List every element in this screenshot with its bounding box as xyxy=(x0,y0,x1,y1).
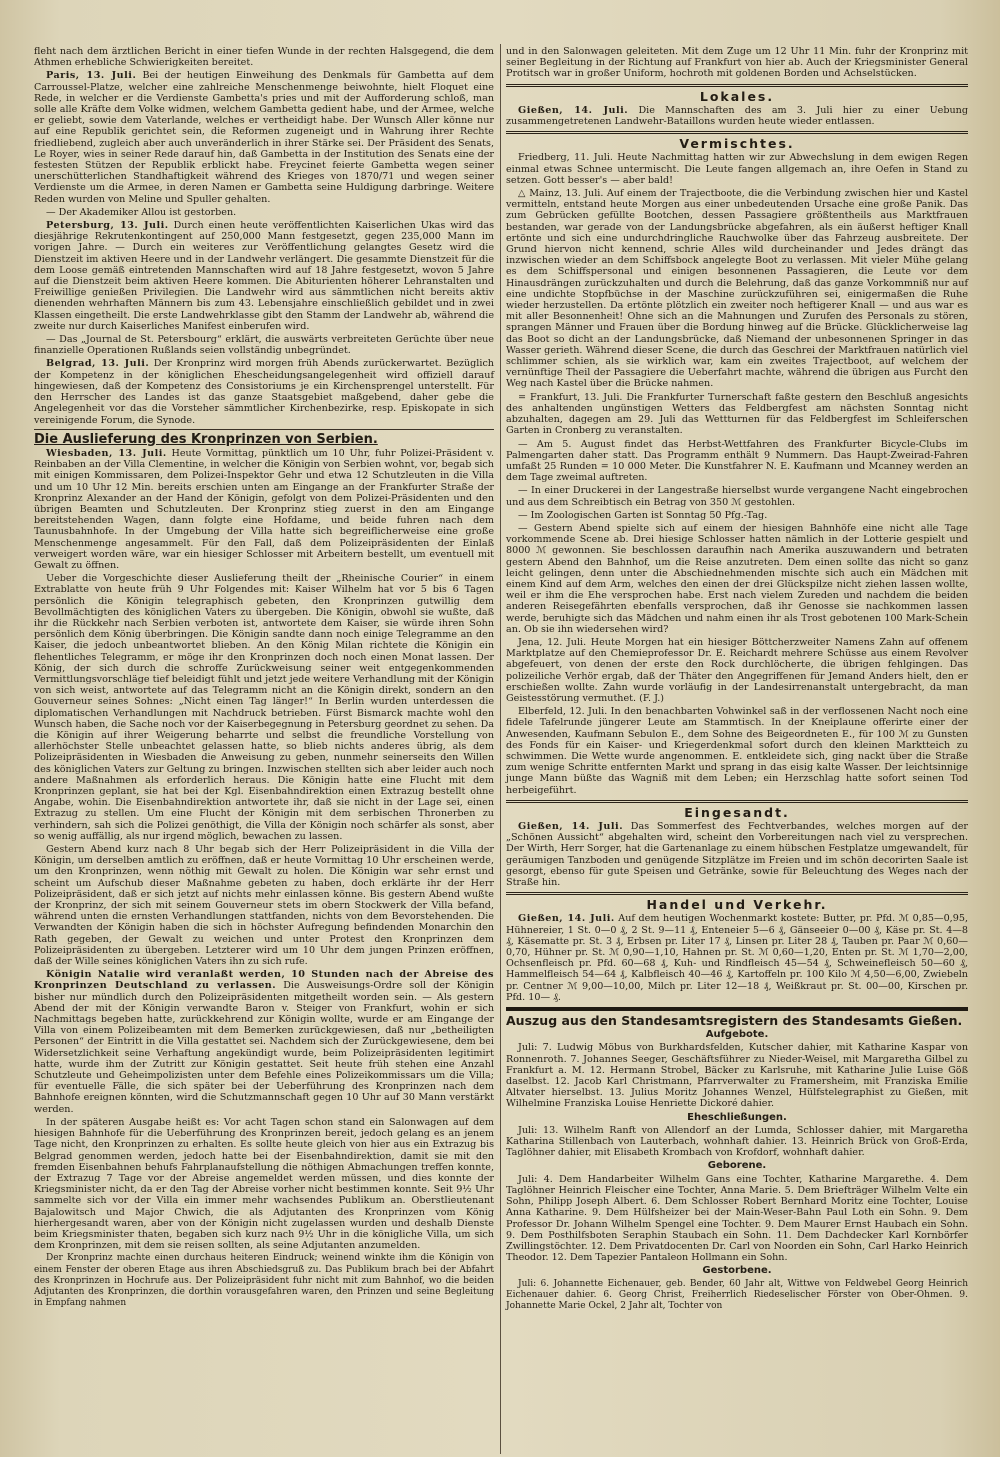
eingesandt-item: Gießen, 14. Juli. Das Sommerfest des Fechtverbandes, welches morgen auf der „Schönen Aussicht“ abgehalten wird, scheint den Vorbereitungen nach viel zu versprechen. Der Wirth, Herr Sorger, hat die Gartenanlage zu einem hübschen Festplatze umgewandelt, für geräumigen Tanzboden und genügende Sitzplätze im Freien und im schön decorirten Saale ist gesorgt, ebenso für gute Speisen und Getränke, sowie für Beleuchtung des Weges nach der Straße hin. xyxy=(506,821,968,889)
dateline: Petersburg, 13. Juli. xyxy=(46,220,169,232)
paris-report: Paris, 13. Juli. Bei der heutigen Einweihung des Denkmals für Gambetta auf dem Carroussel-Platze, welcher eine zahlreiche Menschenmenge beiwohnte, hielt Floquet eine Rede, in welcher er die Verdienste Gambetta's pries und mit der Aufforderung schloß, man solle alle Kräfte dem Volke widmen, welchem Gambetta gedient habe, und der Armee, welche er geliebt, sowie dem Vaterlande, welches er vertheidigt habe. Der Wunsch Aller könne nur auf eine Republik gerichtet sein, die Reformen zugeneigt und in Wahrung ihrer Rechte friedliebend, zugleich aber auch unveränderlich in ihrer Stärke sei. Der Präsident des Senats, Le Royer, wies in seiner Rede darauf hin, daß Gambetta in der Institution des Senats eine der festesten Stützen der Republik erblickt habe. Freycinet feierte Gambetta wegen seiner unerschütterlichen Standhaftigkeit während des Krieges von 1870/71 und wegen seiner Verdienste um die Armee, in deren Namen er Gambetta seine Huldigung darbringe. Weitere Reden wurden von Meline und Spuller gehalten. xyxy=(34,70,494,205)
right-column xyxy=(506,46,968,1314)
vermischtes-item: — Am 5. August findet das Herbst-Wettfahren des Frankfurter Bicycle-Clubs im Palmengarten daher statt. Das Programm enthält 9 Nummern. Das Haupt-Zweirad-Fahren umfaßt 25 Runden = 10 000 Meter. Die Kunstfahrer N. E. Kaufmann und Mcanney werden an dem Tage zweimal auftreten. xyxy=(506,438,968,484)
dateline: Belgrad, 13. Juli. xyxy=(46,358,150,370)
dateline: Gießen, 14. Juli. xyxy=(518,104,629,116)
dateline: Gießen, 14. Juli. xyxy=(518,821,624,832)
subheading-gestorbene: Gestorbene. xyxy=(702,1265,772,1277)
dateline: Gießen, 14. Juli. xyxy=(518,913,615,925)
dateline: Wiesbaden, 13. Juli. xyxy=(46,447,167,459)
divider xyxy=(506,1007,968,1011)
vermischtes-item: △ Mainz, 13. Juli. Auf einem der Trajectboote, die die Verbindung zwischen hier und Kastel vermitteln, entstand heute Morgen aus einer unbedeutenden Ursache eine große Panik. Das zum Gebrücken gefüllte Bootchen, dessen Passagiere größtentheils aus Marktfrauen bestanden, war gerade von der Landungsbrücke abgefahren, als ein äußerst heftiger Knall ertönte und sich eine undurchdringliche Rauchwolke über das Fahrzeug ausbreitete. Der Grund hiervon nicht kennend, schrie Alles wild durcheinander und Jedes drängt das inzwischen wieder an dem Schiffsbock angelegte Boot zu verlassen. Mit vieler Mühe gelang es dem Schiffspersonal und einigen besonnenen Passagieren, die Leute vor dem Hinausdrängen zurückzuhalten und durch die Belehrung, daß das ganze Vorkommniß nur auf eine undichte Stopfbüchse in der Maschine zurückzuführen sei, einigermaßen die Ruhe wieder herzustellen. Da ertönte plötzlich ein zweiter noch heftigerer Knall — und aus war es mit aller Besonnenheit! Ohne sich an die Mahnungen und Zurufen des Personals zu stören, sprangen Männer und Frauen über die Bordung hinweg auf die Brücke. Glücklicherweise lag das Boot so dicht an der Landungsbrücke, daß Niemand der unbesonnenen Springer in das Wasser gerieth. Während dieser Scene, die durch das Geschrei der Marktfrauen natürlich viel schlimmer schien, als sie wirklich war, kam ein zweites Trajectboot, auf welchem der vernünftige Theil der Passagiere die Ueberfahrt machte, während die übrigen aus Furcht den Weg nach Kastel über die Brücke nahmen. xyxy=(506,188,968,390)
registry-entries: Juli: 13. Wilhelm Ranft von Allendorf an der Lumda, Schlosser dahier, mit Margaretha Katharina Stillenbach von Lauterbach, wohnhaft dahier. 13. Heinrich Brück von Groß-Erda, Taglöhner dahier, mit Elisabeth Krombach von Krofdorf, wohnhaft dahier. xyxy=(506,1124,968,1159)
vermischtes-item: — In einer Druckerei in der Langestraße hierselbst wurde vergangene Nacht eingebrochen und aus dem Schreibtisch ein Betrag von 350 ℳ gestohlen. xyxy=(506,485,968,508)
lokales-item: Gießen, 14. Juli. Die Mannschaften des am 3. Juli hier zu einer Uebung zusammengetretenen Landwehr-Bataillons wurden heute wieder entlassen. xyxy=(506,104,968,128)
section-heading-eingesandt: Eingesandt. xyxy=(684,804,790,820)
section-heading-handel: Handel und Verkehr. xyxy=(646,897,828,913)
column-separator xyxy=(500,44,501,1454)
serbia-paragraph: Ueber die Vorgeschichte dieser Auslieferung theilt der „Rheinische Courier“ in einem Extrablatte von heute früh 9 Uhr Folgendes mit: Kaiser Wilhelm hat vor 5 bis 6 Tagen persönlich die Königin telegraphisch gebeten, den Kronprinzen gutwillig dem Bevollmächtigten des königlichen Vaters zu übergeben. Die Königin, obwohl sie wußte, daß ihr die Rückkehr nach Serbien verboten ist, antwortete dem Kaiser, sie würde ihren Sohn persönlich dem König überbringen. Die Königin sandte dann noch einige Telegramme an den Kaiser, die jedoch unbeantwortet blieben. An den König Milan richtete die Königin ein flehentliches Telegramm, er möge ihr den Kronprinzen doch noch einen Monat lassen. Der König, der sich durch die schroffe Zurückweisung seiner weit entgegenkommenden Vermittlungsvorschläge tief beleidigt fühlt und jetzt jede weitere Verhandlung mit der Königin von sich weist, antwortete auf das Telegramm nicht an die Königin direkt, sondern an den Gouverneur seines Sohnes: „Nicht einen Tag länger!“ In Berlin wurden unterdessen die diplomatischen Verhandlungen mit Nachdruck betrieben. Fürst Bismarck machte wohl den Wunsch haben, die Sache noch vor der Kaiserbegegnung in Petersburg geordnet zu sehen. Da die Königin auf ihrer Weigerung beharrte und selbst die freundliche Vorstellung von allerhöchster Stelle unbeachtet gelassen hatte, so blieb nichts anderes übrig, als dem Polizeipräsidenten in Wiesbaden die Anweisung zu geben, nunmehr seinerseits den Willen des königlichen Vaters zur Geltung zu bringen. Inzwischen stellten sich aber leider auch noch andere Maßnahmen als erforderlich heraus. Die Königin hatte eine Flucht mit dem Kronprinzen geplant, sie hat bei der Kgl. Eisenbahndirektion einen Extrazug bestellt ohne Angabe, wohin. Die Eisenbahndirektion antwortete ihr, daß sie nicht in der Lage sei, einen Extrazug zu stellen. Um eine Flucht der Königin mit dem serbischen Thronerben zu verhindern, sah sich die Polizei genöthigt, die Villa der Königin noch schärfer als sonst, aber so wenig auffällig, als nur irgend möglich, bewachen zu lassen. xyxy=(34,573,494,842)
vermischtes-item: Friedberg, 11. Juli. Heute Nachmittag hatten wir zur Abwechslung in dem ewigen Regen einmal etwas Schnee untermischt. Die Leute fangen allgemach an, ihre Oefen in Stand zu setzen. Gott besser's — aber bald! xyxy=(506,152,968,186)
divider xyxy=(506,84,968,87)
subheading-geborene: Geborene. xyxy=(707,1160,767,1172)
divider xyxy=(34,429,494,430)
vermischtes-item: = Frankfurt, 13. Juli. Die Frankfurter Turnerschaft faßte gestern den Beschluß angesichts des anhaltenden ungünstigen Wetters das Feldbergfest am nächsten Sonntag nicht abzuhalten, dagegen am 29. Juli das Wettturnen für das Feldbergfest im Schleiferschen Garten in Cronberg zu veranstalten. xyxy=(506,391,968,437)
market-prices: Gießen, 14. Juli. Auf dem heutigen Wochenmarkt kostete: Butter, pr. Pfd. ℳ 0,85—0,95, Hühnereier, 1 St. 0—0 ₰, 2 St. 9—11 ₰, Enteneier 5—6 ₰, Gänseeier 0—00 ₰, Käse pr. St. 4—8 ₰, Käsematte pr. St. 3 ₰, Erbsen pr. Liter 17 ₰, Linsen pr. Liter 28 ₰, Tauben pr. Paar ℳ 0,60—0,70, Hühner pr. St. ℳ 0,90—1,10, Hahnen pr. St. ℳ 0,60—1,20, Enten pr. St. ℳ 1,70—2,00, Ochsenfleisch pr. Pfd. 60—68 ₰, Kuh- und Rindfleisch 45—54 ₰, Schweinefleisch 50—60 ₰, Hammelfleisch 54—64 ₰, Kalbfleisch 40—46 ₰, Kartoffeln pr. 100 Kilo ℳ 4,50—6,00, Zwiebeln pr. Centner ℳ 9,00—10,00, Milch pr. Liter 12—18 ₰, Weißkraut pr. St. 00—00, Kirschen pr. Pfd. 10— ₰. xyxy=(506,913,968,1003)
section-heading-lokales: Lokales. xyxy=(699,88,775,104)
dateline: Paris, 13. Juli. xyxy=(46,70,137,82)
vermischtes-item: Jena, 12. Juli. Heute Morgen hat ein hiesiger Böttcherzweiter Namens Zahn auf offenem Marktplatze auf den Chemieprofessor Dr. E. Reichardt mehrere Schüsse aus einem Revolver abgefeuert, von denen der erste den Rock durchlöcherte, die übrigen fehlgingen. Das polizeiliche Verhör ergab, daß der Thäter den Angegriffenen für Jemand Anders hielt, den er erschießen wollte. Zahn wurde vorläufig in der Landesirrenanstalt untergebracht, da man Geistesstörung vermuthet. (F. J.) xyxy=(506,636,968,704)
serbia-paragraph: Königin Natalie wird veranlaßt werden, 10 Stunden nach der Abreise des Kronprinzen Deutschland zu verlassen. Die Ausweisungs-Ordre soll der Königin bisher nur mündlich durch den Polizeipräsidenten mitgetheilt worden sein. — Als gestern Abend der mit der Königin verwandte Baron v. Steiger von Frankfurt, wohin er sich Nachmittags begeben hatte, zurückkehrend zur Königin wollte, wurde er am Eingange der Villa von einem Polizeibeamten mit dem Bemerken zurückgewiesen, daß nur „betheiligten Personen“ der Eintritt in die Villa gestattet sei. Nachdem sich der Zurückgewiesene, dem bei Widersetzlichkeit seine Verhaftung angekündigt wurde, beim Polizeipräsidenten legitimirt hatte, wurde ihm der Zutritt zur Königin gestattet. Seit heute früh stehen eine Anzahl Schutzleute und Geheimpolizisten unter dem Befehle eines Polizeikommissars um die Villa; für eventuelle Fälle, die sich später bei der Ueberführung des Kronprinzen nach dem Bahnhofe ereignen könnten, wird die Schutzmannschaft gegen 10 Uhr auf 30 Mann verstärkt werden. xyxy=(34,969,494,1115)
vermischtes-item: — Gestern Abend spielte sich auf einem der hiesigen Bahnhöfe eine nicht alle Tage vorkommende Scene ab. Drei hiesige Schlosser hatten nämlich in der Lotterie gespielt und 8000 ℳ gewonnen. Sie beschlossen daraufhin nach Amerika auszuwandern und betraten gestern Abend den Bahnhof, um die Reise anzutreten. Dem einen sollte das nicht so ganz leicht gelingen, denn unter die Abschiednehmenden mischte sich auch ein Mädchen mit einem Kind auf dem Arm, welches den einen der drei Glückspilze nicht ziehen lassen wollte, weil er ihm die Ehe versprochen habe. Erst nach vielem Zureden und nachdem die beiden anderen Reisegefährten ebenfalls versprochen, daß ihr Genosse sie nachkommen lassen werde, beruhigte sich das Mädchen und nahm einen ihr als Trost gebotenen 100 Mark-Schein an. Ob sie ihn wiedersehen wird? xyxy=(506,522,968,635)
article-fragment: und in den Salonwagen geleiteten. Mit dem Zuge um 12 Uhr 11 Min. fuhr der Kronprinz mit seiner Begleitung in der Richtung auf Frankfurt von hier ab. Auch der Kriegsminister General Protitsch war in großer Uniform, hochroth mit goldenen Borden und Achselstücken. xyxy=(506,46,968,80)
petersburg-note: — Das „Journal de St. Petersbourg“ erklärt, die auswärts verbreiteten Gerüchte über neue finanzielle Operationen Rußlands seien vollständig unbegründet. xyxy=(34,334,494,357)
divider xyxy=(506,131,968,134)
divider xyxy=(506,800,968,803)
subheading-eheschliessungen: Eheschließungen. xyxy=(687,1111,787,1123)
article-fragment: fleht nach dem ärztlichen Bericht in einer tiefen Wunde in der rechten Halsgegend, die dem Athmen erhebliche Schwierigkeiten bereitet. xyxy=(34,46,494,69)
section-heading-vermischtes: Vermischtes. xyxy=(679,136,795,152)
registry-entries: Juli: 4. Dem Handarbeiter Wilhelm Gans eine Tochter, Katharine Margarethe. 4. Dem Taglöhner Heinrich Fleischer eine Tochter, Anna Marie. 5. Dem Briefträger Wilhelm Velte ein Sohn, Philipp Joseph Albert. 6. Dem Schlosser Robert Bernhard Moritz eine Tochter, Louise Anna Katharine. 9. Dem Hülfsheizer bei der Main-Weser-Bahn Paul Loth ein Sohn. 9. Dem Professor Dr. Johann Wilhelm Spengel eine Tochter. 9. Dem Maurer Ernst Haubach ein Sohn. 9. Dem Posthilfsboten Seraphin Staubach ein Sohn. 11. Dem Dachdecker Karl Kornbörfer Zwillingstöchter. 12. Dem Privatdocenten Dr. Carl von Noorden ein Sohn, Carl Harko Heinrich Theodor. 12. Dem Tapezier Pantaleon Hollmann ein Sohn. xyxy=(506,1173,968,1264)
serbia-paragraph: Der Kronprinz machte einen durchaus heiteren Eindruck; weinend winkte ihm die Königin von einem Fenster der oberen Etage aus ihren Abschiedsgruß zu. Das Publikum brach bei der Abfahrt des Kronprinzen in Hochrufe aus. Der Polizeipräsident fuhr nicht mit zum Bahnhof, wo die beiden Adjutanten des Kronprinzen, die dorthin vorausgefahren waren, den Prinzen und seine Begleitung in Empfang nahmen xyxy=(34,1253,494,1309)
registry-entries: Juli: 7. Ludwig Möbus von Burkhardsfelden, Kutscher dahier, mit Katharine Kaspar von Ronnenroth. 7. Johannes Seeger, Geschäftsführer zu Nieder-Weisel, mit Margaretha Gilbel zu Frankfurt a. M. 12. Hermann Strobel, Bäcker zu Karlsruhe, mit Katharine Julie Luise Göß daselbst. 12. Jacob Karl Christmann, Pfarrverwalter zu Framersheim, mit Franziska Emilie Altvater hierselbst. 13. Julius Moritz Johannes Wenzel, Hülfstelegraphist zu Gießen, mit Wilhelmine Franziska Louise Henriette Dickoré dahier. xyxy=(506,1042,968,1110)
section-heading-standesamt: Auszug aus den Standesamtsregistern des Standesamts Gießen. xyxy=(506,1013,963,1029)
belgrad-report: Belgrad, 13. Juli. Der Kronprinz wird morgen früh Abends zurückerwartet. Bezüglich der Kompetenz in der königlichen Ehescheidungsangelegenheit wird offiziell darauf hingewiesen, daß der Kompetenz des Consistoriums je ein Kirchensprengel unterstellt. Für den Herrscher des Landes ist das ganze Staatsgebiet maßgebend, daher gebe die Angelegenheit vor das die Vorsteher sämmtlicher Kirchenbezirke, resp. Episkopate in sich vereinigende Forum, die Synode. xyxy=(34,358,494,426)
serbia-paragraph: Wiesbaden, 13. Juli. Heute Vormittag, pünktlich um 10 Uhr, fuhr Polizei-Präsident v. Reinbaben an der Villa Clementine, in welcher die Königin von Serbien wohnt, vor, begab sich mit einigen Kommissaren, dem Polizei-Inspektor Gehr und etwa 12 Schutzleuten in die Villa und um 10 Uhr 12 Min. bereits erschien unten am Eingange an der Frankfurter Straße der Kronprinz Alexander an der Hand der Königin, gefolgt von dem Polizei-Präsidenten und den übrigen Beamten und Schutzleuten. Der Kronprinz stieg zuerst in den am Eingange bereitstehenden Wagen, dann folgte eine Hofdame, und beide fuhren nach dem Taunusbahnhofe. In der Umgebung der Villa hatte sich begreiflicherweise eine große Menschenmenge angesammelt. Für den Fall, daß dem Polizeipräsidenten der Einlaß verweigert worden wäre, war ein hiesiger Schlosser mit Arbeitern bestellt, um eventuell mit Gewalt zu öffnen. xyxy=(34,447,494,571)
petersburg-report: Petersburg, 13. Juli. Durch einen heute veröffentlichten Kaiserlichen Ukas wird das diesjährige Rekrutenkontingent auf 250,000 Mann festgesetzt, gegen 235,000 Mann im vorigen Jahre. — Durch ein weiteres zur Veröffentlichung gelangtes Gesetz wird die Dienstzeit im aktiven Heere und in der Landwehr verlängert. Die gesammte Dienstzeit für die dem Loose gemäß eintretenden Mannschaften wird auf 18 Jahre festgesetzt, wovon 5 Jahre auf die Dienstzeit beim aktiven Heere kommen. Die Abiturienten höherer Lehranstalten und Freiwillige genießen Privilegien. Die Landwehr wird aus sämmtlichen nicht bereits aktiv dienenden wehrhaften Männern bis zum 43. Lebensjahre einschließlich gebildet und in zwei Klassen eingetheilt. Die erste Landwehrklasse gibt den Stamm der Landwehr ab, während die zweite nur durch Kaiserliches Manifest einberufen wird. xyxy=(34,220,494,332)
serbia-paragraph: In der späteren Ausgabe heißt es: Vor acht Tagen schon stand ein Salonwagen auf dem hiesigen Bahnhofe für die Ueberführung des Kronprinzen bereit, jedoch gelang es an jenem Tage nicht, den Kronprinzen zu erhalten. Es sollte heute gleich von hier aus ein Extrazug bis Belgrad genommen werden, jedoch hatte bei der Eisenbahndirektion, damit sie mit den fremden Eisenbahnen behufs Fahrplanaufstellung die nöthigen Abmachungen treffen konnte, der Extrazug 7 Tage vor der Abreise angemeldet werden müssen, und dies konnte der Kriegsminister nicht, da er den Tag der Abreise vorher nicht bestimmen konnte. Seit 9½ Uhr sammelte sich vor der Villa ein immer mehr wachsendes Publikum an. Oberstlieutenant Bajalowitsch und Major Chwich, die als Adjutanten des Kronprinzen vom König hierhergesandt waren, aber von der Königin nicht zugelassen wurden und deshalb Dienste beim Kriegsminister thaten, begaben sich kurz nach 9½ Uhr in die königliche Villa, um sich dem Kronprinzen, mit dem sie reisen sollten, als seine Adjutanten anzumelden. xyxy=(34,1116,494,1252)
serbia-paragraph: Gestern Abend kurz nach 8 Uhr begab sich der Herr Polizeipräsident in die Villa der Königin, um derselben amtlich zu eröffnen, daß er heute Vormittag 10 Uhr erscheinen werde, um den Kronprinzen, wenn nöthig mit Gewalt zu holen. Die Königin war sehr ernst und scheint um Aufschub dieser Maßnahme gebeten zu haben, doch erklärte ihr der Herr Polizeipräsident, daß er sich jetzt auf nichts mehr einlassen könne. Bis gestern Abend wußte der Kronprinz, der sich mit seinem Gouverneur stets im obern Stockwerk der Villa befand, während unten die ernsten Verhandlungen stattfanden, nichts von dem Bevorstehenden. Die Verwandten der Königin haben die sich in höchster Aufregung befindenden Monarchin den Rath gegeben, der Gewalt zu weichen und unter Protest den Kronprinzen dem Polizeipräsidenten zu übergeben. Letzterer wird um 10 Uhr dem jungen Prinzen eröffnen, daß der Wille seines königlichen Vaters ihn zu sich rufe. xyxy=(34,844,494,968)
divider xyxy=(506,892,968,895)
registry-entries: Juli: 6. Johannette Eichenauer, geb. Bender, 60 Jahr alt, Wittwe von Feldwebel Georg Heinrich Eichenauer dahier. 6. Georg Christ, Freiherrlich Riedeselischer Förster von Ober-Ohmen. 9. Johannette Marie Ockel, 2 Jahr alt, Tochter von xyxy=(506,1278,968,1311)
paris-note: — Der Akademiker Allou ist gestorben. xyxy=(46,206,237,218)
vermischtes-item: — Im Zoologischen Garten ist Sonntag 50 Pfg.-Tag. xyxy=(518,509,768,521)
left-column xyxy=(34,46,494,1311)
article-heading: Die Auslieferung des Kronprinzen von Serbien. xyxy=(34,431,378,447)
subheading-aufgebote: Aufgebote. xyxy=(705,1029,769,1041)
vermischtes-item: Elberfeld, 12. Juli. In den benachbarten Vohwinkel saß in der verflossenen Nacht noch eine fidele Tafelrunde jüngerer Leute am Stammtisch. In der Kneiplaune offerirte einer der Anwesenden, Kaufmann Sebulon E., dem Sohne des Beigeordneten E., für 100 ℳ zu Gunsten des Fonds für ein Kaiser- und Kriegerdenkmal sofort durch den kleinen Marktteich zu schwimmen. Die Wette wurde angenommen. E. entkleidete sich, ging nackt über die Straße zum wenige Schritte entfernten Markt und sprang in das eisig kalte Wasser. Der leichtsinnige junge Mann büßte das Wagniß mit dem Leben; ein Herzschlag hatte sofort seinen Tod herbeigeführt. xyxy=(506,706,968,796)
